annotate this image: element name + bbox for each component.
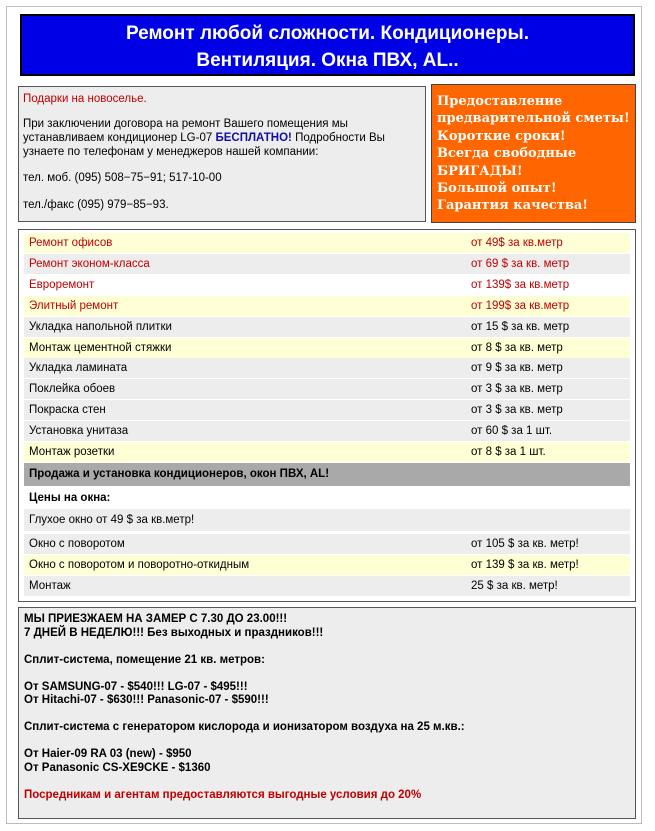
offer-line: Сплит-система, помещение 21 кв. метров: <box>24 653 265 666</box>
service-price: от 9 $ за кв. метр <box>471 362 563 374</box>
price-row <box>24 317 630 337</box>
price-row <box>24 442 630 462</box>
service-price: от 8 $ за 1 шт. <box>471 446 546 458</box>
promo-box <box>431 84 636 223</box>
spacer <box>24 667 630 681</box>
service-name: Укладка ламината <box>29 362 128 374</box>
offer-line: МЫ ПРИЕЗЖАЕМ НА ЗАМЕР С 7.30 ДО 23.00!!! <box>24 613 288 625</box>
service-price: от 199$ за кв.метр <box>471 300 570 312</box>
fax-phone: тел./факс (095) 979−85−93. <box>23 199 169 211</box>
offer-line: От Hitachi-07 - $630!!! Panasonic-07 - $590!!! <box>24 694 269 706</box>
service-price: от 60 $ за 1 шт. <box>471 425 553 437</box>
service-price: от 3 $ за кв. метр <box>471 404 563 416</box>
offer-line: Сплит-система с генератором кислорода и ионизатором воздуха на 25 м.кв.: <box>24 721 465 733</box>
section-header-row <box>24 463 630 486</box>
service-price: от 69 $ за кв. метр <box>471 258 570 270</box>
offer-line: 7 ДНЕЙ В НЕДЕЛЮ!!! Без выходных и праздников!!! <box>24 626 324 639</box>
promo-line: Большой опыт! <box>437 181 557 197</box>
spacer <box>24 775 630 789</box>
windows-header: Цены на окна: <box>29 492 111 504</box>
service-name: Элитный ремонт <box>29 300 119 312</box>
banner-line-2: Вентиляция. Окна ПВХ, AL.. <box>196 50 459 71</box>
agents-offer: Посредникам и агентам предоставляются выгодные условия до 20% <box>24 788 422 801</box>
price-row <box>24 233 630 253</box>
service-price: от 8 $ за кв. метр <box>471 342 563 354</box>
offer-line: От Panasonic CS-XE9CKE - $1360 <box>24 761 211 774</box>
service-price: от 3 $ за кв. метр <box>471 383 563 395</box>
mobile-phone: тел. моб. (095) 508−75−91; 517-10-00 <box>23 172 222 184</box>
info-text-2: Подробности Вы узнаете по телефонам у менеджеров нашей компании: <box>23 132 385 158</box>
service-name: Монтаж розетки <box>29 446 115 458</box>
service-name: Ремонт эконом-класса <box>29 258 150 270</box>
window-name: Глухое окно от 49 $ за кв.метр! <box>29 514 195 526</box>
service-name: Монтаж цементной стяжки <box>29 342 172 354</box>
spacer <box>24 735 630 749</box>
promo-line: предварительной сметы! <box>437 111 630 127</box>
service-name: Установка унитаза <box>29 425 129 437</box>
price-row <box>24 421 630 441</box>
info-text <box>23 117 421 159</box>
price-row <box>24 400 630 420</box>
price-row <box>24 509 630 531</box>
header-banner <box>20 14 635 76</box>
spacer <box>24 640 630 654</box>
price-row <box>24 534 630 554</box>
price-row <box>24 296 630 316</box>
info-panel <box>18 86 426 222</box>
service-name: Поклейка обоев <box>29 383 116 395</box>
window-name: Окно с поворотом <box>29 538 125 550</box>
window-price: от 105 $ за кв. метр! <box>471 538 579 550</box>
offers-panel <box>18 607 636 819</box>
service-price: от 15 $ за кв. метр <box>471 321 570 333</box>
price-row <box>24 338 630 358</box>
price-row <box>24 379 630 399</box>
service-name: Покраска стен <box>29 404 106 416</box>
price-row <box>24 254 630 274</box>
info-text-1: При заключении договора на ремонт Вашего помещения мы устанавливаем кондиционер LG-07 <box>23 118 348 144</box>
offer-line: От Haier-09 RA 03 (new) - $950 <box>24 748 192 760</box>
promo-line: Предоставление <box>437 94 563 109</box>
gift-heading: Подарки на новоселье. <box>23 93 147 105</box>
price-row <box>24 555 630 575</box>
spacer <box>24 708 630 722</box>
window-price: 25 $ за кв. метр! <box>471 580 558 592</box>
service-name: Евроремонт <box>29 279 95 291</box>
section-header: Продажа и установка кондиционеров, окон ПВХ, AL! <box>29 468 330 480</box>
window-name: Окно с поворотом и поворотно-откидным <box>29 559 250 571</box>
window-name: Монтаж <box>29 580 71 592</box>
offer-line: От SAMSUNG-07 - $540!!! LG-07 - $495!!! <box>24 680 248 693</box>
price-row <box>24 275 630 295</box>
free-label: БЕСПЛАТНО! <box>215 132 292 144</box>
banner-line-1: Ремонт любой сложности. Кондиционеры. <box>125 23 530 44</box>
promo-line: Гарантия качества! <box>437 198 588 214</box>
promo-line: Всегда свободные <box>437 146 577 162</box>
price-table <box>18 229 636 602</box>
price-row <box>24 358 630 378</box>
window-price: от 139 $ за кв. метр! <box>471 559 579 571</box>
service-name: Ремонт офисов <box>29 237 113 249</box>
promo-line: БРИГАДЫ! <box>437 163 523 179</box>
service-price: от 49$ за кв.метр <box>471 237 563 249</box>
promo-line: Короткие сроки! <box>437 128 566 144</box>
price-row <box>24 576 630 596</box>
service-price: от 139$ за кв.метр <box>471 279 570 291</box>
service-name: Укладка напольной плитки <box>29 321 172 333</box>
windows-header-row <box>24 487 630 509</box>
